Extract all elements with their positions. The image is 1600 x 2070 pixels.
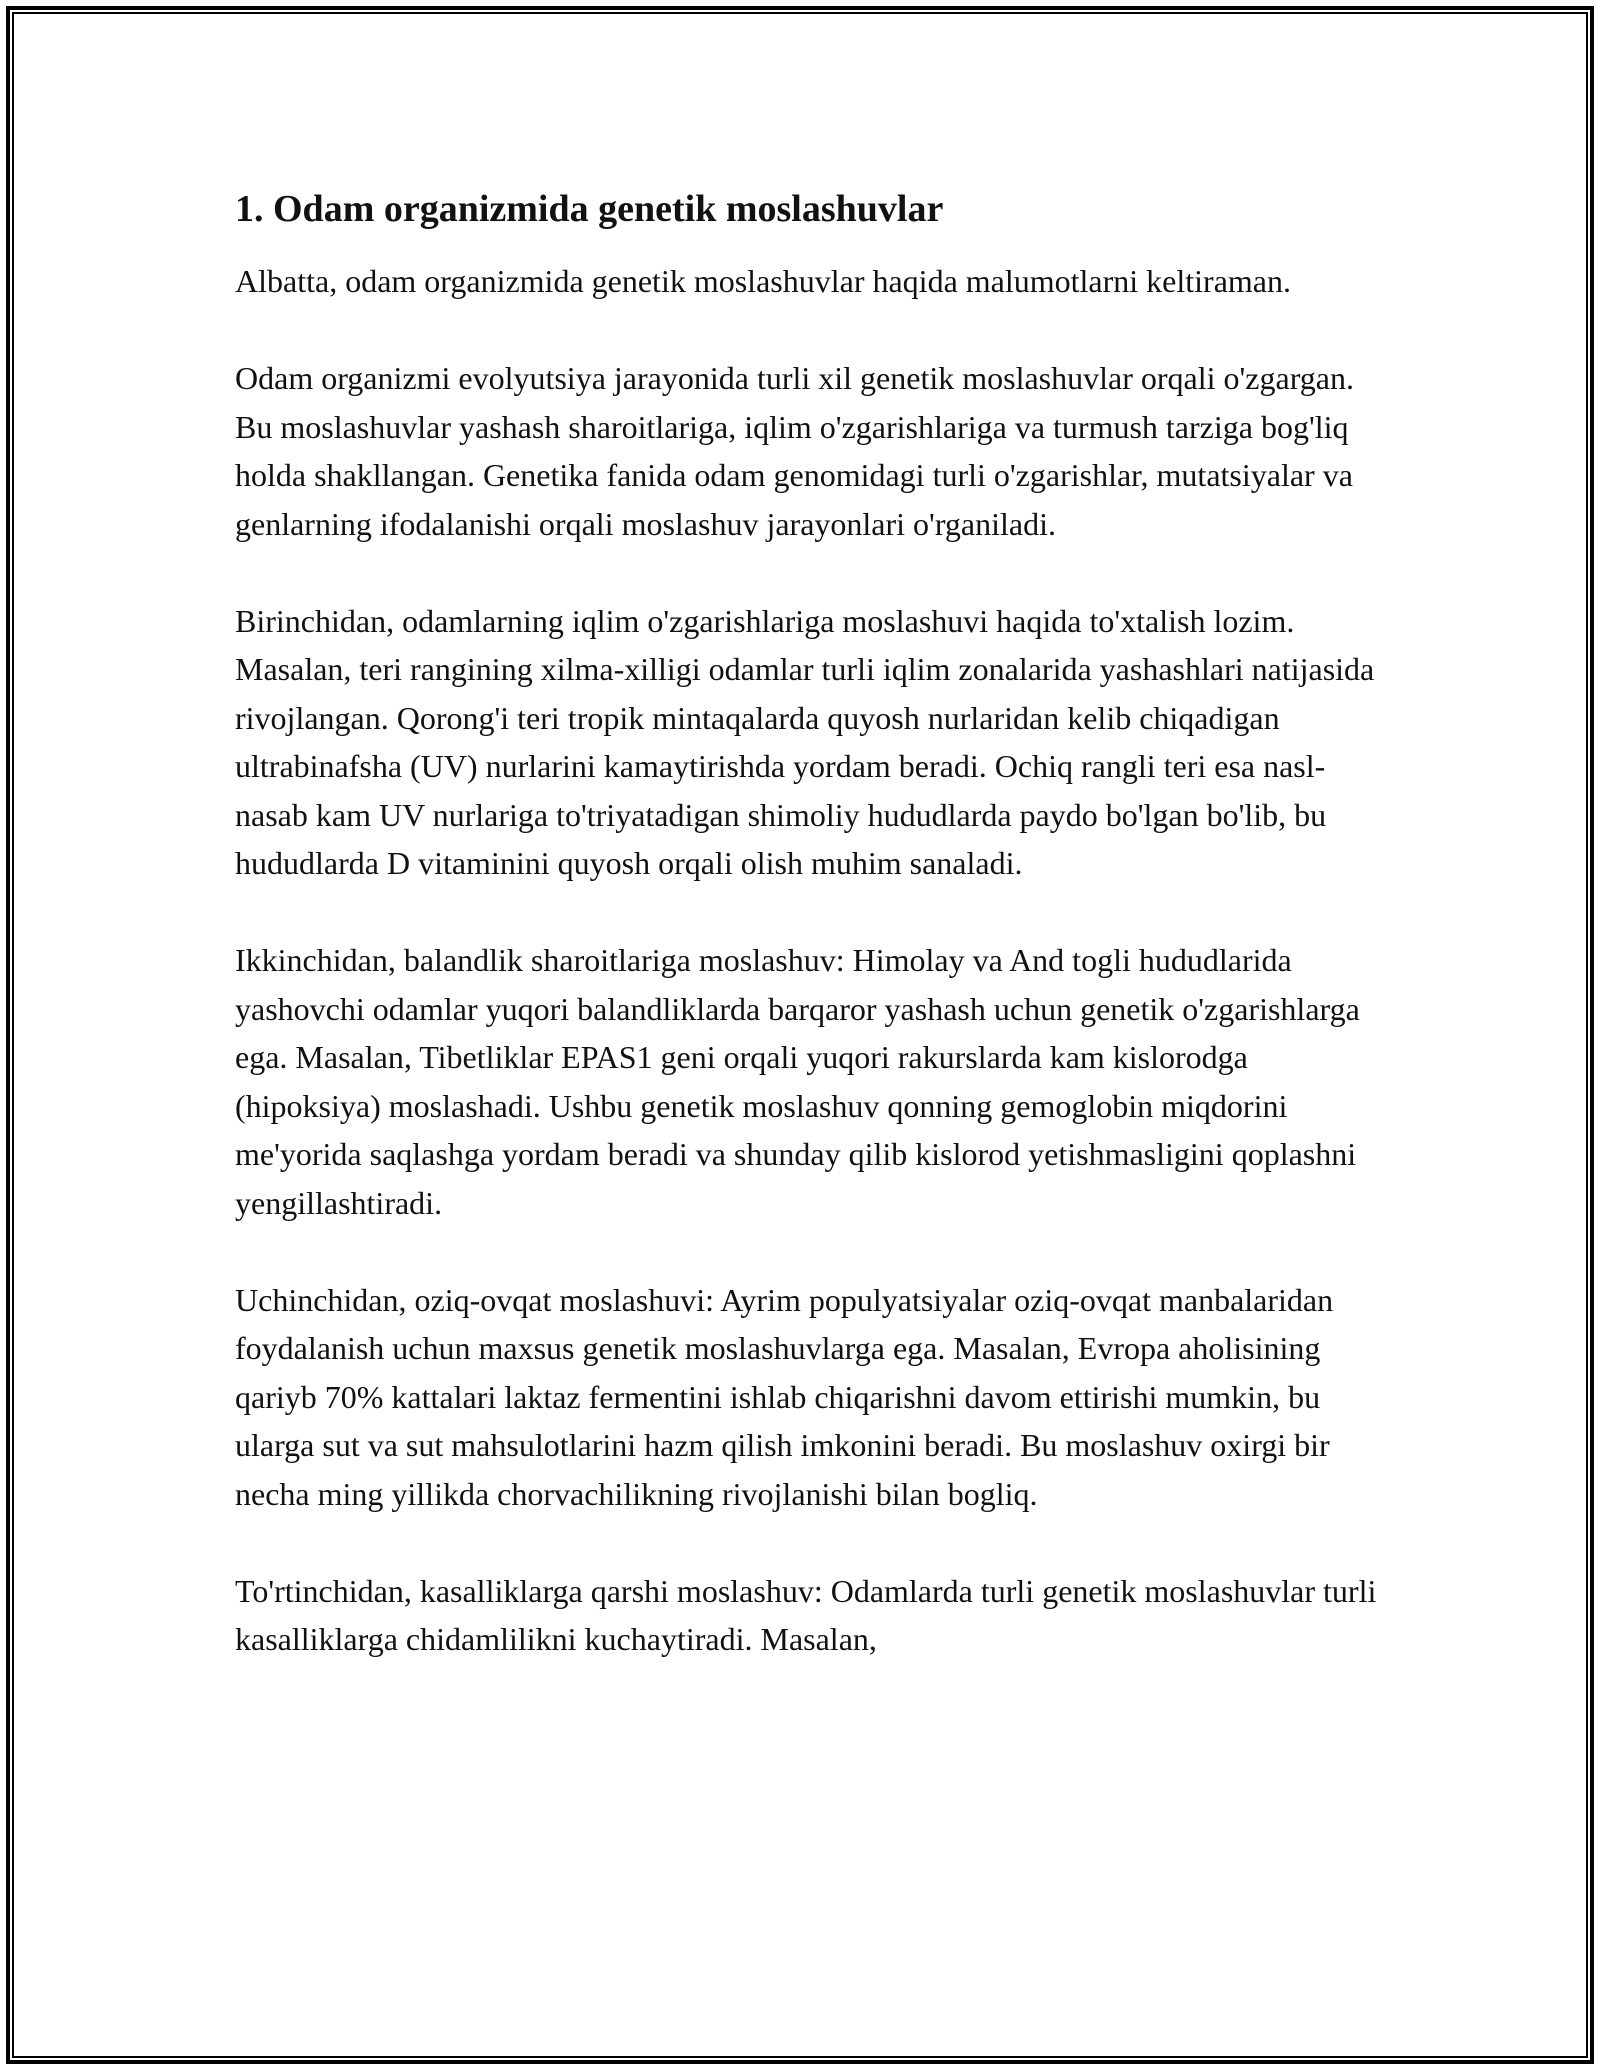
paragraph-disease-adaptation: To'rtinchidan, kasalliklarga qarshi moslashuv: Odamlarda turli genetik moslashuvlar turli kasalliklarga chidamlilikni kuchaytiradi. Masalan, bbox=[235, 1572, 1377, 1657]
section-heading: 1. Odam organizmida genetik moslashuvlar bbox=[235, 188, 944, 230]
paragraph-intro: Albatta, odam organizmida genetik moslashuvlar haqida malumotlarni keltiraman. bbox=[235, 263, 1291, 299]
paragraph-climate-adaptation: Birinchidan, odamlarning iqlim o'zgarishlariga moslashuvi haqida to'xtalish lozim. Masalan, teri rangining xilma-xilligi odamlar turli iqlim zonalarida yashashlari natijasida rivojlangan. Qorong'i teri tropik mintaqalarda quyosh nurlaridan kelib chiqadigan ultrabinafsha (UV) nurlarini kamaytirishda yordam beradi. Ochiq rangli teri esa nasl-nasab kam UV nurlariga to'triyatadigan shimoliy hududlarda paydo bo'lgan bo'lib, bu hududlarda D vitaminini quyosh orqali olish muhim sanaladi. bbox=[235, 602, 1375, 881]
paragraph-altitude-adaptation: Ikkinchidan, balandlik sharoitlariga moslashuv: Himolay va And togli hududlarida yashovchi odamlar yuqori balandliklarda barqaror yashash uchun genetik o'zgarishlarga ega. Masalan, Tibetliklar EPAS1 geni orqali yuqori rakurslarda kam kislorodga (hipoksiya) moslashadi. Ushbu genetik moslashuv qonning gemoglobin miqdorini me'yorida saqlashga yordam beradi va shunday qilib kislorod yetishmasligini qoplashni yengillashtiradi. bbox=[235, 942, 1360, 1221]
paragraph-overview: Odam organizmi evolyutsiya jarayonida turli xil genetik moslashuvlar orqali o'zgargan. Bu moslashuvlar yashash sharoitlariga, iqlim o'zgarishlariga va turmush tarziga bog'liq holda shakllangan. Genetika fanida odam genomidagi turli o'zgarishlar, mutatsiyalar va genlarning ifodalanishi orqali moslashuv jarayonlari o'rganiladi. bbox=[235, 360, 1354, 542]
paragraph-diet-adaptation: Uchinchidan, oziq-ovqat moslashuvi: Ayrim populyatsiyalar oziq-ovqat manbalaridan foydalanish uchun maxsus genetik moslashuvlarga ega. Masalan, Evropa aholisining qariyb 70% kattalari laktaz fermentini ishlab chiqarishni davom ettirishi mumkin, bu ularga sut va sut mahsulotlarini hazm qilish imkonini beradi. Bu moslashuv oxirgi bir necha ming yillikda chorvachilikning rivojlanishi bilan bogliq. bbox=[235, 1281, 1334, 1512]
document-body bbox=[235, 185, 1385, 1712]
